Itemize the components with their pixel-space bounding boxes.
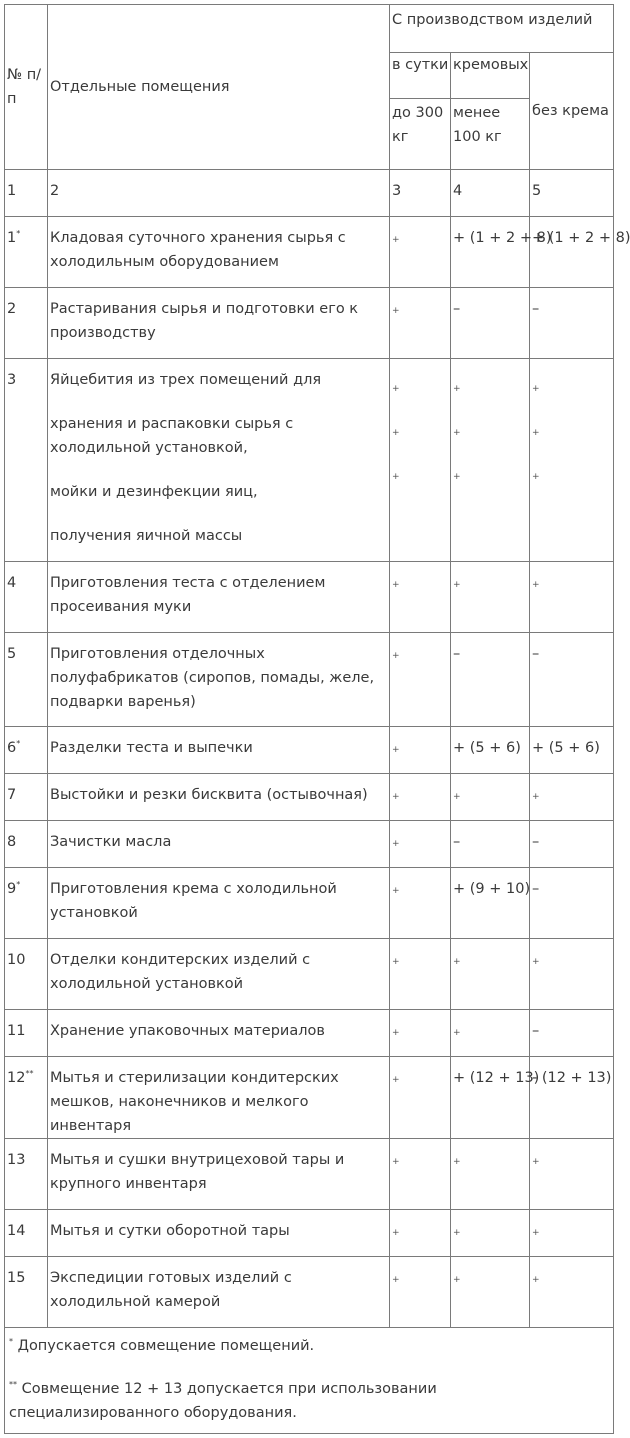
room-name: Мытья и стерилизации кондитерских мешков, наконечников и мелкого инвентаря <box>50 1070 339 1134</box>
value-cell-c4 <box>451 217 552 288</box>
cell-value: + <box>392 839 400 849</box>
room-name-cell <box>48 1210 390 1257</box>
room-name-cell <box>48 217 390 288</box>
cell-value: + (9 + 10) <box>453 881 531 897</box>
table-row <box>5 1210 614 1257</box>
value-cell-c3 <box>390 868 451 939</box>
cell-value: + <box>392 1228 400 1238</box>
footnote <box>9 1334 609 1358</box>
room-name-cell <box>48 868 390 939</box>
cell-value: + (12 + 13) <box>453 1070 540 1086</box>
rooms-header: Отдельные помещения <box>48 5 390 170</box>
less-100-header: менее 100 кг <box>451 99 530 170</box>
row-number-cell <box>5 868 48 939</box>
footnote-mark: * <box>9 1337 13 1346</box>
cell-value: – <box>453 301 461 317</box>
row-number-cell <box>5 1057 48 1139</box>
value-cell-c5 <box>530 288 614 359</box>
table-row <box>5 1010 614 1057</box>
row-number: 6 <box>7 740 17 756</box>
value-cell-c3 <box>390 774 451 821</box>
footnote <box>9 1377 609 1425</box>
value-cell-c3 <box>390 1010 451 1057</box>
rooms-table <box>4 4 630 1434</box>
table-row <box>5 939 614 1010</box>
value-cell-c4 <box>451 1257 530 1328</box>
value-cell-c4 <box>451 1139 530 1210</box>
row-number: 8 <box>7 834 17 850</box>
cell-value: + <box>532 472 540 482</box>
value-cell-c3 <box>390 359 451 562</box>
table-row <box>5 1139 614 1210</box>
table-row <box>5 562 614 633</box>
cell-value: + <box>392 1157 400 1167</box>
cell-value: + <box>532 428 540 438</box>
value-cell-c4 <box>451 359 530 562</box>
room-name: Приготовления отделочных полуфабрикатов (сиропов, помады, желе, подварки варенья) <box>50 646 375 710</box>
room-name: Мытья и сушки внутрицеховой тары и крупного инвентаря <box>50 1152 345 1192</box>
cell-value: – <box>532 301 540 317</box>
value-cell-c4 <box>451 1210 530 1257</box>
value-cell-c5 <box>530 727 614 774</box>
row-number-cell <box>5 359 48 562</box>
value-cell-c3 <box>390 217 451 288</box>
value-cell-c3 <box>390 1210 451 1257</box>
row-number-cell <box>5 1257 48 1328</box>
room-name: Выстойки и резки бисквита (остывочная) <box>50 787 368 803</box>
row-number-cell <box>5 217 48 288</box>
cell-value: + <box>453 957 461 967</box>
row-number-cell <box>5 774 48 821</box>
room-name: Яйцебития из трех помещений для <box>50 372 322 388</box>
row-number-cell <box>5 1210 48 1257</box>
cell-value: + <box>532 580 540 590</box>
cell-value: + <box>392 1275 400 1285</box>
cell-value: + <box>532 1275 540 1285</box>
cell-value: + <box>453 1157 461 1167</box>
cream-header: кремовых <box>451 53 530 99</box>
cell-value: + <box>453 1275 461 1285</box>
room-name-cell <box>48 1010 390 1057</box>
room-subitem: получения яичной массы <box>50 528 243 544</box>
cell-value: + <box>453 1228 461 1238</box>
row-number: 3 <box>7 372 17 388</box>
value-cell-c5 <box>530 359 614 562</box>
row-number-cell <box>5 1139 48 1210</box>
production-header: С производством изделий <box>390 5 614 53</box>
cell-value: + <box>532 957 540 967</box>
value-cell-c3 <box>390 633 451 727</box>
cell-value: – <box>532 1023 540 1039</box>
cell-value: + <box>453 472 461 482</box>
value-cell-c4 <box>451 288 530 359</box>
cell-value: + <box>392 651 400 661</box>
index-cell: 3 <box>390 170 451 217</box>
footnote-mark: ** <box>25 1069 34 1078</box>
cell-value: – <box>532 646 540 662</box>
row-number: 1 <box>7 230 17 246</box>
value-cell-c5 <box>530 217 630 288</box>
value-cell-c4 <box>451 633 530 727</box>
row-number: 15 <box>7 1270 26 1286</box>
row-number: 5 <box>7 646 17 662</box>
table-row <box>5 359 614 562</box>
cell-value: + <box>392 745 400 755</box>
index-cell: 1 <box>5 170 48 217</box>
value-cell-c5 <box>530 774 614 821</box>
cell-value: + <box>392 472 400 482</box>
cell-value: + <box>392 1028 400 1038</box>
no-cream-header: без крема <box>530 53 614 170</box>
cell-value: + <box>392 384 400 394</box>
table-row <box>5 868 614 939</box>
room-name-cell <box>48 1257 390 1328</box>
cell-value: + (1 + 2 + 8) <box>532 230 630 246</box>
room-name: Кладовая суточного хранения сырья с холодильным оборудованием <box>50 230 346 270</box>
value-cell-c4 <box>451 868 530 939</box>
row-number: 13 <box>7 1152 26 1168</box>
per-day-header: в сутки <box>390 53 451 99</box>
room-name: Мытья и сутки оборотной тары <box>50 1223 290 1239</box>
row-number: 7 <box>7 787 17 803</box>
row-number-cell <box>5 1010 48 1057</box>
cell-value: - (12 + 13) <box>532 1070 612 1086</box>
value-cell-c3 <box>390 727 451 774</box>
cell-value: – <box>453 646 461 662</box>
value-cell-c4 <box>451 727 530 774</box>
cell-value: + <box>532 384 540 394</box>
table-row <box>5 217 614 288</box>
cell-value: + <box>532 792 540 802</box>
room-name-cell <box>48 359 390 562</box>
row-number: 12 <box>7 1070 26 1086</box>
room-name-cell <box>48 633 390 727</box>
value-cell-c5 <box>530 1257 614 1328</box>
index-row <box>5 170 614 217</box>
cell-value: + (5 + 6) <box>453 740 521 756</box>
up-to-300-header: до 300 кг <box>390 99 451 170</box>
table-row <box>5 633 614 727</box>
table-row <box>5 821 614 868</box>
room-name: Приготовления крема с холодильной установкой <box>50 881 337 921</box>
footnote-mark: ** <box>9 1380 17 1389</box>
row-number-cell <box>5 939 48 1010</box>
value-cell-c3 <box>390 562 451 633</box>
index-cell: 4 <box>451 170 530 217</box>
cell-value: + <box>453 792 461 802</box>
cell-value: + <box>392 792 400 802</box>
room-name: Растаривания сырья и подготовки его к производству <box>50 301 359 341</box>
cell-value: + <box>392 1075 400 1085</box>
row-number-cell <box>5 821 48 868</box>
table-row <box>5 1057 614 1139</box>
cell-value: + (5 + 6) <box>532 740 600 756</box>
index-cell: 2 <box>48 170 390 217</box>
cell-value: + <box>453 580 461 590</box>
footnotes-cell <box>5 1328 614 1434</box>
cell-value: + <box>453 428 461 438</box>
room-name: Отделки кондитерских изделий с холодильной установкой <box>50 952 311 992</box>
row-number: 11 <box>7 1023 26 1039</box>
table-row <box>5 774 614 821</box>
value-cell-c5 <box>530 1210 614 1257</box>
row-number: 10 <box>7 952 26 968</box>
room-name-cell <box>48 774 390 821</box>
cell-value: + <box>392 428 400 438</box>
value-cell-c5 <box>530 1139 614 1210</box>
room-subitem: мойки и дезинфекции яиц, <box>50 484 258 500</box>
value-cell-c4 <box>451 562 530 633</box>
footnote-mark: * <box>16 229 21 238</box>
value-cell-c4 <box>451 821 530 868</box>
cell-value: – <box>532 881 540 897</box>
table-row <box>5 727 614 774</box>
cell-value: + <box>532 1228 540 1238</box>
cell-value: – <box>532 834 540 850</box>
cell-value: + <box>392 886 400 896</box>
footnote-text: Допускается совмещение помещений. <box>17 1338 315 1354</box>
value-cell-c5 <box>530 868 614 939</box>
table-row <box>5 1257 614 1328</box>
index-cell: 5 <box>530 170 614 217</box>
value-cell-c5 <box>530 1057 614 1139</box>
row-number: 9 <box>7 881 17 897</box>
room-name: Хранение упаковочных материалов <box>50 1023 325 1039</box>
row-number-cell <box>5 288 48 359</box>
value-cell-c5 <box>530 939 614 1010</box>
value-cell-c3 <box>390 1057 451 1139</box>
room-name-cell <box>48 1057 390 1139</box>
value-cell-c5 <box>530 1010 614 1057</box>
room-name: Экспедиции готовых изделий с холодильной камерой <box>50 1270 292 1310</box>
cell-value: + <box>392 306 400 316</box>
cell-value: + <box>453 1028 461 1038</box>
room-name: Разделки теста и выпечки <box>50 740 253 756</box>
value-cell-c5 <box>530 562 614 633</box>
cell-value: – <box>453 834 461 850</box>
row-number: 2 <box>7 301 17 317</box>
value-cell-c4 <box>451 1057 540 1139</box>
row-number-cell <box>5 633 48 727</box>
value-cell-c3 <box>390 939 451 1010</box>
cell-value: + <box>453 384 461 394</box>
value-cell-c3 <box>390 1257 451 1328</box>
row-number: 14 <box>7 1223 26 1239</box>
room-name-cell <box>48 1139 390 1210</box>
value-cell-c3 <box>390 1139 451 1210</box>
value-cell-c5 <box>530 633 614 727</box>
cell-value: + <box>532 1157 540 1167</box>
cell-value: + (1 + 2 + 8) <box>453 230 552 246</box>
cell-value: + <box>392 235 400 245</box>
row-number-cell <box>5 562 48 633</box>
cell-value: + <box>392 580 400 590</box>
value-cell-c4 <box>451 1010 530 1057</box>
num-header: № п/п <box>5 5 48 170</box>
room-name-cell <box>48 288 390 359</box>
value-cell-c3 <box>390 821 451 868</box>
row-number: 4 <box>7 575 17 591</box>
room-name-cell <box>48 727 390 774</box>
room-name-cell <box>48 562 390 633</box>
room-name-cell <box>48 821 390 868</box>
value-cell-c4 <box>451 939 530 1010</box>
footnote-mark: * <box>16 880 21 889</box>
cell-value: + <box>392 957 400 967</box>
room-name: Зачистки масла <box>50 834 172 850</box>
footnotes-row <box>5 1328 614 1434</box>
row-number-cell <box>5 727 48 774</box>
footnote-text: Совмещение 12 + 13 допускается при использовании специализированного оборудования. <box>9 1381 437 1421</box>
room-name-cell <box>48 939 390 1010</box>
room-subitem: хранения и распаковки сырья с холодильной установкой, <box>50 416 294 456</box>
value-cell-c5 <box>530 821 614 868</box>
value-cell-c3 <box>390 288 451 359</box>
table-row <box>5 288 614 359</box>
value-cell-c4 <box>451 774 530 821</box>
footnote-mark: * <box>16 739 21 748</box>
room-name: Приготовления теста с отделением просеивания муки <box>50 575 326 615</box>
header-row-1 <box>5 5 614 53</box>
